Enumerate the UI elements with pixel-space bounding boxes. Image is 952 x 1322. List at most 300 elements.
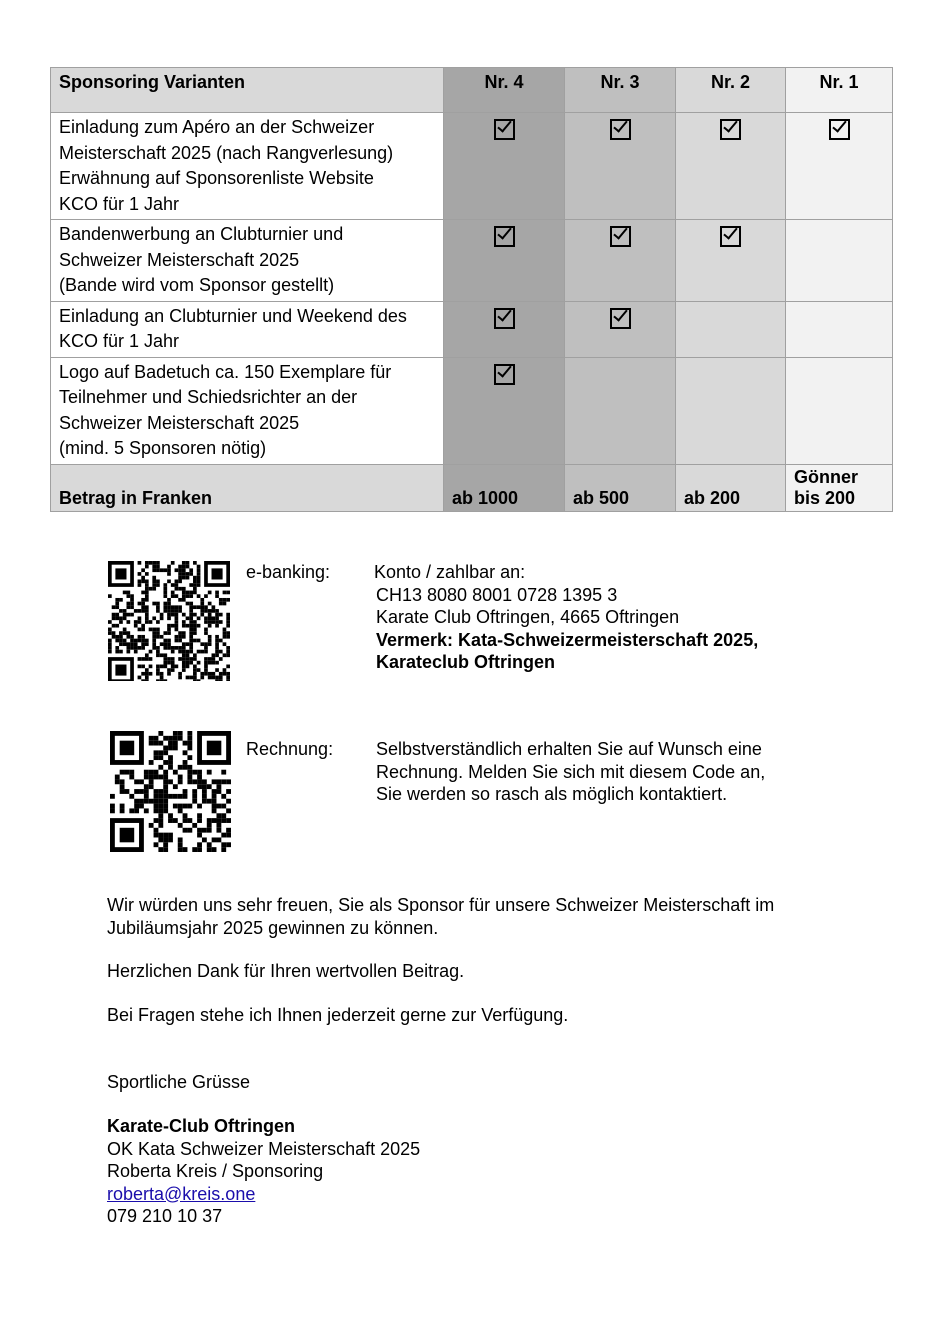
qr-module — [167, 616, 171, 620]
qr-module — [207, 847, 212, 852]
qr-module — [226, 818, 231, 823]
qr-module — [154, 750, 159, 755]
qr-module — [138, 628, 142, 632]
qr-module — [145, 572, 149, 576]
qr-module — [160, 679, 164, 681]
qr-module — [115, 639, 119, 643]
qr-module — [197, 779, 202, 784]
qr-module — [158, 847, 163, 852]
qr-module — [134, 646, 138, 650]
qr-module — [173, 741, 178, 746]
qr-module — [152, 642, 156, 646]
table-row — [51, 357, 893, 464]
qr-module — [123, 628, 127, 632]
qr-module — [202, 784, 207, 789]
qr-module — [226, 598, 230, 602]
qr-module — [171, 605, 175, 609]
qr-module — [134, 639, 138, 643]
qr-module — [193, 613, 197, 617]
qr-module — [208, 661, 212, 665]
qr-module — [226, 646, 230, 650]
qr-module — [163, 568, 167, 572]
qr-module — [178, 657, 182, 661]
qr-module — [149, 784, 154, 789]
qr-module — [189, 620, 193, 624]
paragraph-gratitude: Herzlichen Dank für Ihren wertvollen Beitrag. — [107, 961, 465, 981]
qr-module — [193, 679, 197, 681]
qr-module — [156, 602, 160, 606]
qr-module — [173, 746, 178, 751]
qr-module — [178, 837, 183, 842]
qr-module — [186, 594, 190, 598]
qr-module — [187, 779, 192, 784]
qr-module — [204, 646, 208, 650]
qr-module — [167, 642, 171, 646]
qr-module — [110, 808, 115, 813]
qr-module — [193, 668, 197, 672]
qr-module — [158, 775, 163, 780]
qr-module — [158, 750, 163, 755]
qr-module — [108, 631, 112, 635]
qr-module — [178, 794, 183, 799]
qr-module — [212, 676, 216, 680]
qr-module — [189, 676, 193, 680]
qr-module — [182, 620, 186, 624]
qr-module — [167, 613, 171, 617]
qr-module — [182, 624, 186, 628]
qr-module — [178, 565, 182, 569]
qr-module — [186, 624, 190, 628]
qr-module — [189, 650, 193, 654]
qr-module — [226, 842, 231, 847]
qr-module — [202, 794, 207, 799]
check-cell — [444, 113, 565, 220]
qr-module — [223, 598, 227, 602]
qr-module — [163, 837, 168, 842]
signature-org: Karate-Club Oftringen — [107, 1116, 296, 1136]
qr-module — [171, 657, 175, 661]
qr-module — [163, 847, 168, 852]
qr-module — [215, 594, 219, 598]
qr-module — [182, 591, 186, 595]
qr-module — [126, 631, 130, 635]
footer-amount: ab 1000 — [444, 464, 565, 511]
qr-module — [171, 591, 175, 595]
qr-module — [163, 833, 168, 838]
qr-module — [126, 646, 130, 650]
qr-module — [156, 653, 160, 657]
qr-module — [192, 794, 197, 799]
qr-module — [219, 602, 223, 606]
qr-module — [197, 594, 201, 598]
qr-module — [119, 650, 123, 654]
qr-module — [183, 813, 188, 818]
qr-module — [156, 679, 160, 681]
qr-module — [200, 598, 204, 602]
qr-module — [178, 765, 183, 770]
checkbox-checked-icon — [610, 226, 631, 247]
qr-module — [178, 808, 183, 813]
qr-module — [189, 646, 193, 650]
qr-module — [152, 616, 156, 620]
signature-committee: OK Kata Schweizer Meisterschaft 2025 — [107, 1138, 421, 1159]
checkbox-checked-icon — [610, 308, 631, 329]
qr-module — [193, 676, 197, 680]
qr-module — [178, 598, 182, 602]
qr-module — [163, 583, 167, 587]
qr-module — [134, 789, 139, 794]
qr-module — [183, 789, 188, 794]
qr-module — [158, 804, 163, 809]
qr-module — [130, 639, 134, 643]
checkbox-checked-icon — [494, 364, 515, 385]
qr-module — [158, 755, 163, 760]
qr-module — [186, 561, 190, 565]
qr-module — [171, 594, 175, 598]
qr-module — [197, 828, 202, 833]
qr-module — [163, 789, 168, 794]
qr-module — [139, 779, 144, 784]
qr-module — [204, 605, 208, 609]
qr-module — [163, 605, 167, 609]
header-cell: Nr. 3 — [565, 68, 676, 113]
qr-module — [154, 736, 159, 741]
qr-module — [168, 794, 173, 799]
qr-module — [168, 755, 173, 760]
qr-module — [178, 587, 182, 591]
qr-module — [144, 799, 149, 804]
qr-module — [193, 579, 197, 583]
qr-module — [123, 642, 127, 646]
qr-module — [119, 598, 123, 602]
qr-module — [193, 657, 197, 661]
qr-module — [112, 605, 116, 609]
qr-module — [178, 823, 183, 828]
qr-module — [178, 842, 183, 847]
qr-module — [145, 598, 149, 602]
qr-module — [158, 741, 163, 746]
qr-module — [182, 572, 186, 576]
qr-module — [204, 620, 208, 624]
qr-module — [120, 789, 125, 794]
qr-module — [108, 650, 112, 654]
qr-module — [189, 602, 193, 606]
qr-module — [130, 646, 134, 650]
qr-module — [226, 779, 231, 784]
qr-module — [163, 591, 167, 595]
qr-module — [221, 842, 226, 847]
qr-module — [202, 837, 207, 842]
qr-module — [152, 568, 156, 572]
qr-module — [207, 842, 212, 847]
qr-module — [200, 602, 204, 606]
qr-module — [182, 642, 186, 646]
qr-module — [187, 746, 192, 751]
qr-module — [149, 770, 154, 775]
qr-module — [226, 828, 231, 833]
qr-module — [192, 789, 197, 794]
qr-module — [175, 613, 179, 617]
qr-module — [138, 602, 142, 606]
qr-module — [178, 605, 182, 609]
qr-module — [173, 818, 178, 823]
header-cell: Sponsoring Varianten — [51, 68, 444, 113]
qr-module — [149, 779, 154, 784]
qr-module — [193, 639, 197, 643]
qr-module — [223, 642, 227, 646]
footer-amount — [786, 464, 893, 511]
qr-module — [175, 639, 179, 643]
qr-module — [171, 613, 175, 617]
qr-module — [173, 770, 178, 775]
qr-module — [168, 736, 173, 741]
qr-module — [160, 665, 164, 669]
qr-module — [216, 784, 221, 789]
qr-module — [187, 775, 192, 780]
qr-module — [197, 833, 202, 838]
qr-module — [212, 620, 216, 624]
reference: Vermerk: Kata-Schweizermeisterschaft 2025, — [376, 629, 759, 650]
qr-module — [204, 631, 208, 635]
qr-module — [182, 631, 186, 635]
qr-module — [110, 794, 115, 799]
qr-module — [192, 770, 197, 775]
qr-module — [163, 602, 167, 606]
qr-module — [171, 661, 175, 665]
qr-module — [187, 818, 192, 823]
qr-module — [130, 635, 134, 639]
qr-module — [175, 628, 179, 632]
qr-module — [126, 594, 130, 598]
benefit-cell — [51, 113, 444, 220]
qr-module — [173, 731, 178, 736]
benefit-text: Bandenwerbung an Clubturnier und — [59, 224, 344, 244]
qr-module — [130, 613, 134, 617]
qr-module — [202, 779, 207, 784]
qr-module — [163, 639, 167, 643]
qr-module — [178, 804, 183, 809]
qr-module — [160, 613, 164, 617]
qr-module — [178, 736, 183, 741]
qr-module — [193, 591, 197, 595]
qr-module — [145, 616, 149, 620]
check-cell — [444, 220, 565, 302]
qr-module — [156, 631, 160, 635]
qr-module — [145, 609, 149, 613]
qr-module — [167, 579, 171, 583]
qr-module — [167, 602, 171, 606]
qr-module — [212, 837, 217, 842]
qr-module — [186, 642, 190, 646]
qr-module — [144, 775, 149, 780]
qr-module — [156, 568, 160, 572]
benefit-text: Meisterschaft 2025 (nach Rangverlesung) — [59, 142, 394, 163]
text-line: Jubiläumsjahr 2025 gewinnen zu können. — [107, 917, 439, 938]
qr-module — [125, 789, 130, 794]
qr-module — [163, 587, 167, 591]
qr-module — [178, 646, 182, 650]
benefit-text: Schweizer Meisterschaft 2025 — [59, 412, 300, 433]
qr-module — [134, 624, 138, 628]
qr-module — [126, 591, 130, 595]
qr-module — [158, 818, 163, 823]
qr-module — [163, 775, 168, 780]
qr-module — [226, 676, 230, 680]
qr-module — [123, 639, 127, 643]
qr-module — [226, 650, 230, 654]
qr-module — [183, 741, 188, 746]
qr-module — [221, 804, 226, 809]
qr-module — [163, 679, 167, 681]
qr-module — [141, 602, 145, 606]
qr-module — [212, 605, 216, 609]
qr-module — [167, 668, 171, 672]
qr-module — [175, 605, 179, 609]
qr-module — [178, 631, 182, 635]
qr-module — [154, 775, 159, 780]
qr-module — [152, 583, 156, 587]
qr-module — [158, 794, 163, 799]
qr-module — [115, 775, 120, 780]
qr-module — [215, 676, 219, 680]
qr-module — [178, 579, 182, 583]
qr-module — [108, 628, 112, 632]
qr-module — [215, 679, 219, 681]
qr-module — [215, 591, 219, 595]
qr-module — [149, 561, 153, 565]
qr-module — [149, 799, 154, 804]
qr-module — [226, 620, 230, 624]
qr-module — [215, 613, 219, 617]
qr-module — [207, 823, 212, 828]
qr-module — [197, 813, 202, 818]
qr-module — [126, 605, 130, 609]
qr-module — [141, 628, 145, 632]
qr-module — [216, 779, 221, 784]
qr-module — [197, 650, 201, 654]
qr-module — [221, 770, 226, 775]
qr-module — [173, 784, 178, 789]
qr-module — [200, 642, 204, 646]
qr-module — [186, 591, 190, 595]
qr-module — [115, 624, 119, 628]
qr-module — [223, 602, 227, 606]
qr-module — [193, 653, 197, 657]
table-row — [51, 220, 893, 302]
qr-module — [156, 672, 160, 676]
qr-module — [212, 818, 217, 823]
qr-module — [208, 602, 212, 606]
qr-module — [200, 605, 204, 609]
qr-module — [139, 799, 144, 804]
qr-module — [212, 568, 223, 579]
qr-module — [158, 808, 163, 813]
qr-module — [182, 668, 186, 672]
qr-module — [175, 616, 179, 620]
qr-module — [178, 568, 182, 572]
qr-module — [158, 837, 163, 842]
qr-module — [215, 620, 219, 624]
qr-module — [115, 598, 119, 602]
benefit-text: KCO für 1 Jahr — [59, 193, 180, 214]
qr-module — [163, 808, 168, 813]
qr-module — [158, 731, 163, 736]
qr-module — [134, 642, 138, 646]
footer-label: Betrag in Franken — [51, 464, 444, 511]
qr-module — [149, 587, 153, 591]
qr-module — [178, 847, 183, 852]
qr-module — [216, 828, 221, 833]
qr-module — [112, 624, 116, 628]
qr-module — [216, 804, 221, 809]
qr-module — [130, 605, 134, 609]
qr-module — [168, 813, 173, 818]
benefit-text: Schweizer Meisterschaft 2025 — [59, 249, 300, 270]
qr-module — [138, 665, 142, 669]
qr-module — [193, 583, 197, 587]
qr-module — [163, 661, 167, 665]
qr-module — [215, 642, 219, 646]
qr-module — [215, 650, 219, 654]
reference-cont: Karateclub Oftringen — [376, 652, 556, 672]
qr-module — [138, 639, 142, 643]
qr-module — [204, 661, 208, 665]
qr-module — [123, 616, 127, 620]
qr-module — [145, 679, 149, 681]
qr-module — [215, 661, 219, 665]
qr-module — [175, 609, 179, 613]
qr-module — [149, 672, 153, 676]
check-cell — [786, 220, 893, 302]
qr-module — [183, 804, 188, 809]
qr-module — [154, 741, 159, 746]
qr-module — [163, 784, 168, 789]
qr-module — [197, 624, 201, 628]
qr-module — [189, 661, 193, 665]
qr-module — [119, 631, 123, 635]
qr-module — [158, 813, 163, 818]
qr-module — [197, 842, 202, 847]
qr-module — [187, 731, 192, 736]
qr-module — [145, 639, 149, 643]
email-link[interactable]: roberta@kreis.one — [107, 1183, 256, 1204]
qr-module — [160, 568, 164, 572]
benefit-cell — [51, 301, 444, 357]
qr-module — [197, 775, 202, 780]
sponsoring-table — [50, 67, 893, 512]
qr-module — [200, 650, 204, 654]
qr-module — [141, 609, 145, 613]
qr-module — [145, 583, 149, 587]
qr-module — [193, 665, 197, 669]
qr-module — [186, 665, 190, 669]
qr-module — [158, 789, 163, 794]
qr-module — [182, 565, 186, 569]
qr-module — [138, 572, 142, 576]
qr-module — [144, 808, 149, 813]
qr-module — [212, 653, 216, 657]
qr-module — [149, 736, 154, 741]
qr-module — [197, 804, 202, 809]
greeting: Sportliche Grüsse — [107, 1072, 251, 1092]
qr-module — [141, 642, 145, 646]
qr-module — [154, 755, 159, 760]
qr-module — [197, 679, 201, 681]
qr-module — [219, 679, 223, 681]
qr-module — [145, 613, 149, 617]
qr-module — [208, 657, 212, 661]
qr-module — [120, 804, 125, 809]
